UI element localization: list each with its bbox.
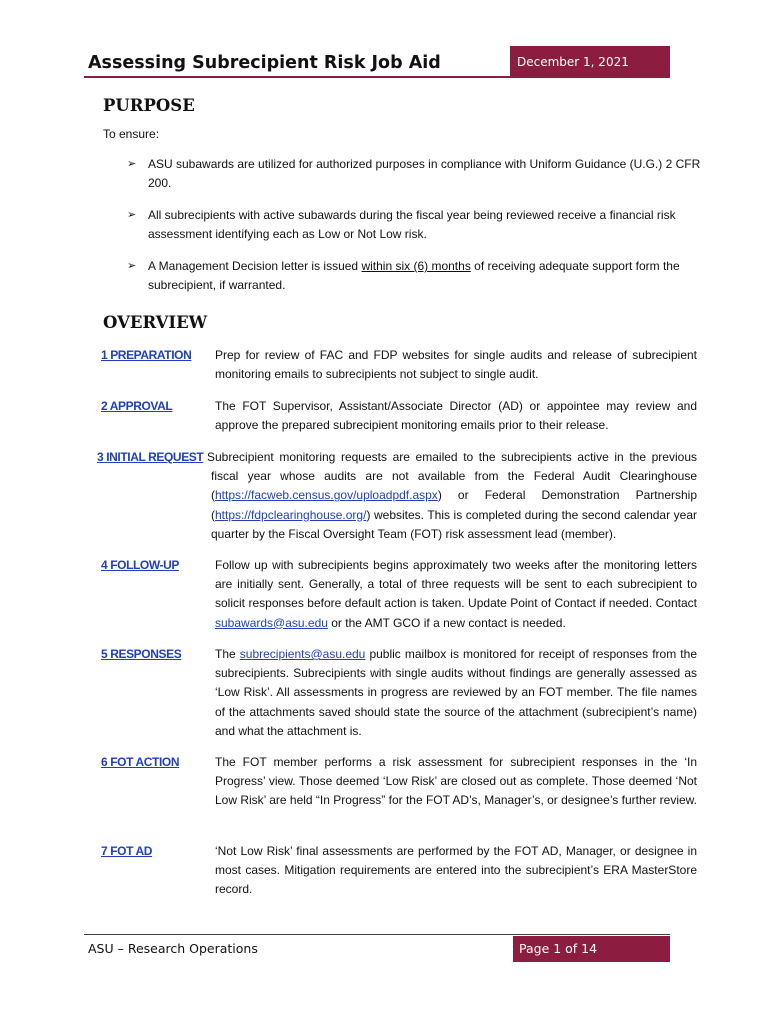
page-number: Page 1 of 14 xyxy=(513,936,670,962)
step-link-initial-request[interactable]: 3 INITIAL REQUEST xyxy=(97,450,204,464)
footer-org: ASU – Research Operations xyxy=(88,941,258,956)
step-description: ‘Not Low Risk’ final assessments are performed by the FOT AD, Manager, or designee in most cases. Mitigation requirements are entered into the subrecipient’s ERA MasterStore record. xyxy=(215,844,697,897)
purpose-bullet-text: All subrecipients with active subawards during the fiscal year being reviewed receive a financial risk assessment identifying each as Low or Not Low risk. xyxy=(148,208,676,242)
step-description: Follow up with subrecipients begins approximately two weeks after the monitoring letters are initially sent. Generally, a total of three requests will be sent to each subrecipient to solicit responses before default action is taken. Update Point of Contact if needed. Contact subawards@asu.edu or the AMT GCO if a new contact is needed. xyxy=(215,558,697,630)
document-title: Assessing Subrecipient Risk Job Aid xyxy=(88,53,441,73)
page-footer xyxy=(84,934,670,962)
step-link-fot-ad[interactable]: 7 FOT AD xyxy=(101,844,153,858)
step-link-follow-up[interactable]: 4 FOLLOW-UP xyxy=(101,558,180,572)
step-description: The subrecipients@asu.edu public mailbox is monitored for receipt of responses from the subrecipients. Subrecipients with single audits without findings are generally assessed as ‘Low Risk’. All assessments in progress are reviewed by an FOT member. The file names of the attachments saved should state the source of the attachment (subrecipient’s name) and what the attachment is. xyxy=(215,647,697,738)
purpose-bullet-text: ASU subawards are utilized for authorized purposes in compliance with Uniform Guidance (U.G.) 2 CFR 200. xyxy=(148,157,701,191)
subrecipients-email-link[interactable]: subrecipients@asu.edu xyxy=(239,647,366,661)
arrow-bullet-icon: ➢ xyxy=(127,158,137,170)
header-date: December 1, 2021 xyxy=(510,46,670,78)
purpose-bullet xyxy=(127,257,707,295)
overview-heading: OVERVIEW xyxy=(103,313,208,332)
footer-rule xyxy=(84,934,670,935)
arrow-bullet-icon: ➢ xyxy=(127,260,137,272)
purpose-bullet xyxy=(127,206,707,244)
step-description: Prep for review of FAC and FDP websites for single audits and release of subrecipient monitoring emails to subrecipients not subject to single audit. xyxy=(215,348,697,382)
underlined-deadline: within six (6) months xyxy=(361,259,471,273)
step-description: The FOT Supervisor, Assistant/Associate Director (AD) or appointee may review and approve the prepared subrecipient monitoring emails prior to their release. xyxy=(215,399,697,433)
step-link-responses[interactable]: 5 RESPONSES xyxy=(101,647,182,661)
step-description: Subrecipient monitoring requests are emailed to the subrecipients active in the previous fiscal year whose audits are not available from the Federal Audit Clearinghouse (https://facweb.census.gov/uploadpdf.aspx) or Federal Demonstration Partnership (https://fdpclearinghouse.org/) websites. This is completed during the second calendar year quarter by the Fiscal Oversight Team (FOT) risk assessment lead (member). xyxy=(207,450,697,541)
fac-link[interactable]: https://facweb.census.gov/uploadpdf.aspx xyxy=(215,488,438,503)
purpose-heading: PURPOSE xyxy=(103,96,195,115)
purpose-intro: To ensure: xyxy=(103,127,160,141)
subawards-email-link[interactable]: subawards@asu.edu xyxy=(215,615,328,630)
purpose-bullet-text: A Management Decision letter is issued within six (6) months of receiving adequate support form the subrecipient, if warranted. xyxy=(148,259,680,293)
fdp-link[interactable]: https://fdpclearinghouse.org/ xyxy=(215,507,367,522)
arrow-bullet-icon: ➢ xyxy=(127,209,137,221)
step-description: The FOT member performs a risk assessment for subrecipient responses in the ‘In Progress’ view. Those deemed ‘Low Risk’ are closed out as complete. Those deemed ‘Not Low Risk’ are held “In Progress” for the FOT AD’s, Manager’s, or designee’s further review. xyxy=(215,755,697,808)
page-header xyxy=(84,46,670,78)
purpose-bullet xyxy=(127,155,707,193)
step-link-fot-action[interactable]: 6 FOT ACTION xyxy=(101,755,180,769)
step-link-preparation[interactable]: 1 PREPARATION xyxy=(101,348,192,362)
step-link-approval[interactable]: 2 APPROVAL xyxy=(101,399,173,413)
